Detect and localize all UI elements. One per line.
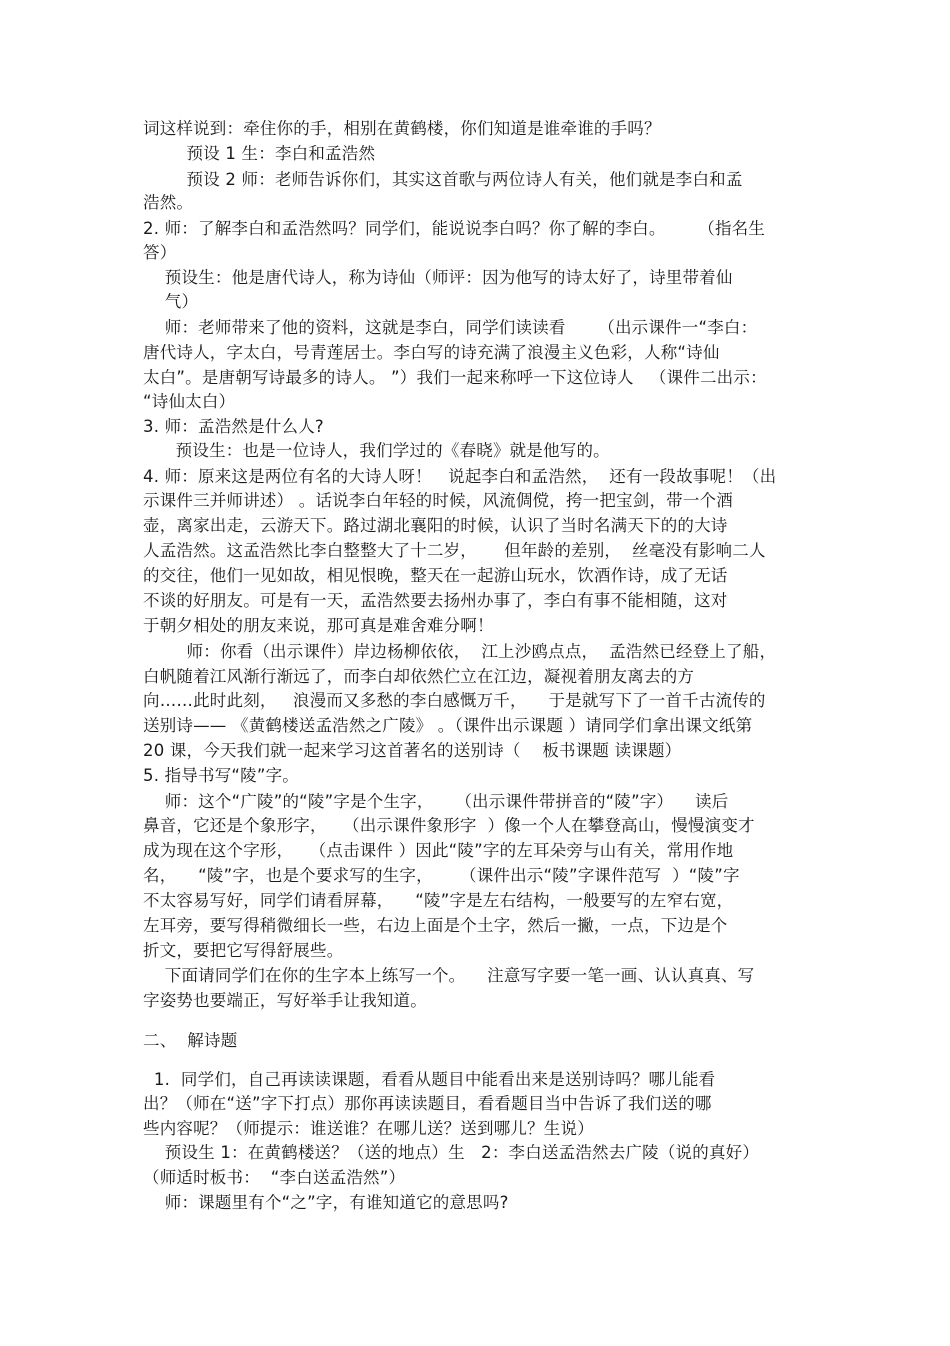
- text-line: 向……此时此刻， 浪漫而又多愁的李白感慨万千， 于是就写下了一首千古流传的: [143, 691, 766, 710]
- text-line: 白帆随着江风渐行渐远了，而李白却依然伫立在江边，凝视着朋友离去的方: [143, 667, 695, 686]
- text-line: 师：这个“广陵”的“陵”字是个生字， （出示课件带拼音的“陵”字） 读后: [143, 792, 729, 811]
- text-line: 答）: [143, 243, 177, 262]
- text-line: 2. 师：了解李白和孟浩然吗？同学们，能说说李白吗？你了解的李白。 （指名生: [143, 219, 766, 238]
- text-line: 预设 1 生：李白和孟浩然: [143, 144, 376, 163]
- text-line: 师：老师带来了他的资料，这就是李白，同学们读读看 （出示课件一“李白：: [143, 318, 758, 337]
- text-line: （师适时板书： “李白送孟浩然”）: [143, 1168, 406, 1187]
- text-line: 3. 师：孟浩然是什么人?: [143, 417, 324, 436]
- text-line: 1. 同学们，自己再读读课题，看看从题目中能看出来是送别诗吗？哪儿能看: [143, 1070, 716, 1089]
- text-line: 壶，离家出走，云游天下。路过湖北襄阳的时候，认识了当时名满天下的的大诗: [143, 516, 728, 535]
- text-line: 于朝夕相处的朋友来说，那可真是难舍难分啊！: [143, 616, 494, 635]
- text-line: 送别诗—— 《黄鹤楼送孟浩然之广陵》 。（课件出示课题 ）请同学们拿出课文纸第: [143, 716, 753, 735]
- text-line: 不太容易写好，同学们请看屏幕， “陵”字是左右结构，一般要写的左窄右宽，: [143, 891, 734, 910]
- text-line: 左耳旁，要写得稍微细长一些，右边上面是个土字，然后一撇，一点，下边是个: [143, 916, 728, 935]
- text-line: “诗仙太白）: [143, 392, 236, 411]
- text-line: 折文，要把它写得舒展些。: [143, 941, 344, 960]
- text-line: 预设 2 师：老师告诉你们，其实这首歌与两位诗人有关，他们就是李白和孟: [143, 170, 743, 189]
- text-line: 5. 指导书写“陵”字。: [143, 766, 299, 785]
- text-line: 预设生 1：在黄鹤楼送？（送的地点）生 2：李白送孟浩然去广陵（说的真好）: [143, 1143, 760, 1162]
- text-line: 出？（师在“送”字下打点）那你再读读题目，看看题目当中告诉了我们送的哪: [143, 1094, 712, 1113]
- section-heading: 二、 解诗题: [143, 1031, 238, 1050]
- text-line: 气）: [143, 292, 199, 311]
- text-line: 名， “陵”字，也是个要求写的生字， （课件出示“陵”字课件范写 ）“陵”字: [143, 866, 740, 885]
- text-line: 20 课，今天我们就一起来学习这首著名的送别诗（ 板书课题 读课题）: [143, 741, 682, 760]
- text-line: 4. 师：原来这是两位有名的大诗人呀！ 说起李白和孟浩然， 还有一段故事呢！（出: [143, 467, 777, 486]
- text-line: 师：课题里有个“之”字，有谁知道它的意思吗?: [143, 1193, 509, 1212]
- text-line: 预设生：也是一位诗人，我们学过的《春晓》就是他写的。: [143, 441, 610, 460]
- text-line: 不谈的好朋友。可是有一天，孟浩然要去扬州办事了，李白有事不能相随，这对: [143, 591, 728, 610]
- text-line: 预设生：他是唐代诗人，称为诗仙（师评：因为他写的诗太好了，诗里带着仙: [143, 268, 733, 287]
- text-line: 示课件三并师讲述） 。话说李白年轻的时候，风流倜傥，挎一把宝剑，带一个酒: [143, 491, 733, 510]
- text-line: 下面请同学们在你的生字本上练写一个。 注意写字要一笔一画、认认真真、写: [143, 966, 755, 985]
- text-line: 师：你看（出示课件）岸边杨柳依依， 江上沙鸥点点， 孟浩然已经登上了船，: [143, 642, 777, 661]
- text-line: 浩然。: [143, 193, 194, 212]
- text-line: 唐代诗人，字太白，号青莲居士。李白写的诗充满了浪漫主义色彩，人称“诗仙: [143, 343, 720, 362]
- text-line: 词这样说到：牵住你的手，相别在黄鹤楼，你们知道是谁牵谁的手吗？: [143, 119, 661, 138]
- text-line: 鼻音，它还是个象形字， （出示课件象形字 ）像一个人在攀登高山，慢慢演变才: [143, 816, 755, 835]
- text-line: 太白”。是唐朝写诗最多的诗人。 ”）我们一起来称呼一下这位诗人 （课件二出示：: [143, 368, 767, 387]
- text-line: 的交往，他们一见如故，相见恨晚，整天在一起游山玩水，饮酒作诗，成了无话: [143, 566, 728, 585]
- text-line: 些内容呢？（师提示：谁送谁？在哪儿送？送到哪儿？生说）: [143, 1119, 594, 1138]
- text-line: 人孟浩然。这孟浩然比李白整整大了十二岁， 但年龄的差别， 丝毫没有影响二人: [143, 541, 766, 560]
- text-line: 成为现在这个字形， （点击课件 ）因此“陵”字的左耳朵旁与山有关，常用作地: [143, 841, 734, 860]
- text-line: 字姿势也要端正，写好举手让我知道。: [143, 991, 427, 1010]
